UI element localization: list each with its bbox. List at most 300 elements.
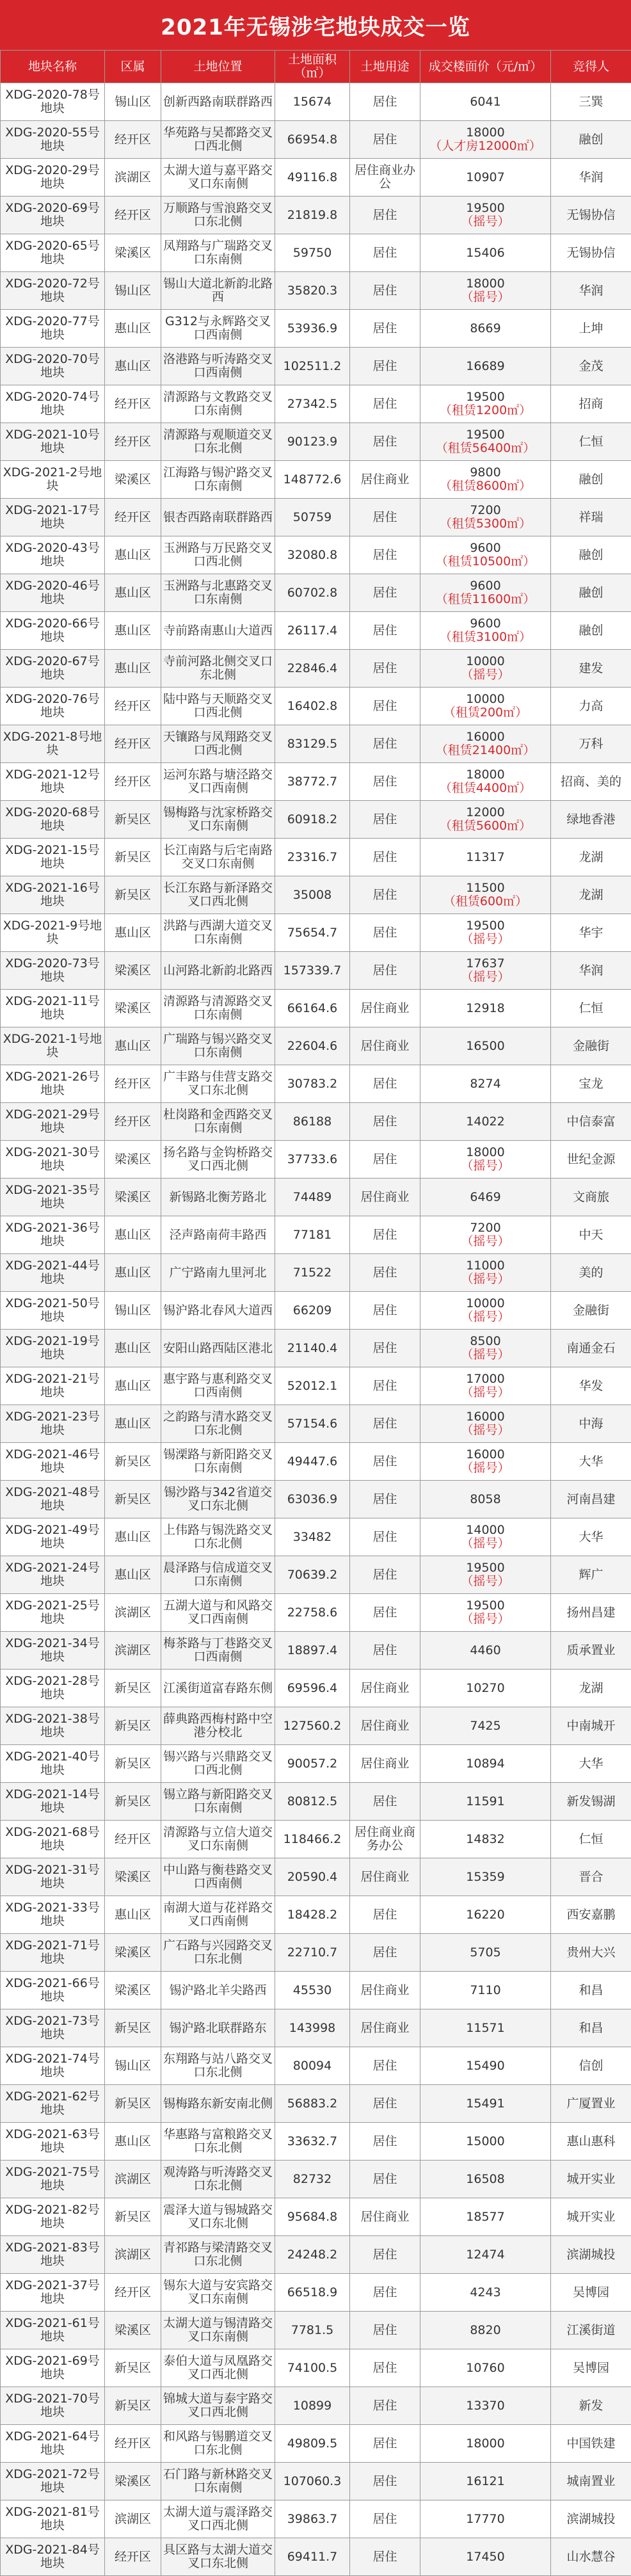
cell-winner: 龙湖 <box>551 1670 631 1707</box>
price-note: （摇号） <box>422 970 548 984</box>
cell-use: 居住 <box>350 2123 420 2161</box>
cell-parcel-name: XDG-2020-69号地块 <box>1 197 105 234</box>
cell-district: 经开区 <box>105 1103 161 1141</box>
cell-winner: 无锡协信 <box>551 234 631 272</box>
price-value: 13370 <box>422 2399 548 2413</box>
price-value: 10270 <box>422 1682 548 1695</box>
cell-price <box>420 2123 551 2161</box>
price-note: （租赁56400㎡） <box>422 442 548 455</box>
price-note: （摇号） <box>422 1235 548 1248</box>
cell-parcel-name: XDG-2020-43号地块 <box>1 536 105 574</box>
price-value: 19500 <box>422 202 548 215</box>
land-transactions-table <box>0 50 631 2576</box>
cell-parcel-name: XDG-2021-75号地块 <box>1 2161 105 2198</box>
cell-district: 新吴区 <box>105 801 161 839</box>
cell-parcel-name: XDG-2021-72号地块 <box>1 2463 105 2500</box>
price-value: 4243 <box>422 2286 548 2299</box>
cell-location: 惠宇路与惠利路交叉口西南侧 <box>161 1367 275 1405</box>
cell-winner: 城南置业 <box>551 2463 631 2500</box>
table-row <box>1 83 631 121</box>
cell-use: 居住 <box>350 2085 420 2123</box>
price-value: 12918 <box>422 1002 548 1015</box>
cell-parcel-name: XDG-2021-44号地块 <box>1 1254 105 1292</box>
cell-price <box>420 1103 551 1141</box>
cell-parcel-name: XDG-2021-62号地块 <box>1 2085 105 2123</box>
cell-area: 53936.9 <box>275 310 350 348</box>
price-value: 16508 <box>422 2173 548 2186</box>
cell-area: 37733.6 <box>275 1141 350 1179</box>
cell-area: 69596.4 <box>275 1670 350 1707</box>
cell-price <box>420 1292 551 1330</box>
table-row <box>1 310 631 348</box>
price-value: 18577 <box>422 2210 548 2224</box>
cell-area: 32080.8 <box>275 536 350 574</box>
table-row <box>1 2009 631 2047</box>
cell-use: 居住商业 <box>350 1858 420 1896</box>
cell-district: 惠山区 <box>105 1405 161 1443</box>
cell-winner: 仁恒 <box>551 1821 631 1858</box>
cell-winner: 文商旅 <box>551 1179 631 1216</box>
cell-parcel-name: XDG-2021-34号地块 <box>1 1632 105 1670</box>
cell-district: 经开区 <box>105 197 161 234</box>
price-value: 10000 <box>422 693 548 706</box>
cell-parcel-name: XDG-2021-68号地块 <box>1 1821 105 1858</box>
cell-district: 惠山区 <box>105 1216 161 1254</box>
price-value: 6469 <box>422 1191 548 1204</box>
cell-use: 居住 <box>350 952 420 990</box>
cell-winner: 融创 <box>551 461 631 499</box>
cell-parcel-name: XDG-2021-31号地块 <box>1 1858 105 1896</box>
cell-winner: 世纪金源 <box>551 1141 631 1179</box>
cell-winner: 华润 <box>551 159 631 197</box>
cell-district: 新吴区 <box>105 876 161 914</box>
price-value: 16220 <box>422 1908 548 1922</box>
cell-district: 梁溪区 <box>105 1141 161 1179</box>
cell-winner: 和昌 <box>551 2009 631 2047</box>
cell-price <box>420 839 551 876</box>
cell-winner: 大华 <box>551 1518 631 1556</box>
cell-parcel-name: XDG-2021-16号地块 <box>1 876 105 914</box>
cell-district: 经开区 <box>105 1065 161 1103</box>
price-value: 12000 <box>422 806 548 819</box>
price-value: 15490 <box>422 2059 548 2073</box>
cell-use: 居住 <box>350 574 420 612</box>
cell-winner: 万科 <box>551 725 631 763</box>
table-row <box>1 1367 631 1405</box>
price-note: （租赁10500㎡） <box>422 555 548 568</box>
table-row <box>1 688 631 725</box>
cell-location: 泰伯大道与凤凰路交叉口西北侧 <box>161 2349 275 2387</box>
cell-price <box>420 763 551 801</box>
cell-area: 70639.2 <box>275 1556 350 1594</box>
cell-use: 居住 <box>350 1594 420 1632</box>
cell-location: 广石路与兴园路交叉口东北侧 <box>161 1934 275 1972</box>
table-row <box>1 1141 631 1179</box>
price-value: 18000 <box>422 126 548 140</box>
cell-winner: 仁恒 <box>551 990 631 1027</box>
cell-price <box>420 1896 551 1934</box>
cell-area: 75654.7 <box>275 914 350 952</box>
price-value: 8274 <box>422 1077 548 1091</box>
cell-location: 东翔路与站八路交叉口东北侧 <box>161 2047 275 2085</box>
table-row <box>1 1405 631 1443</box>
cell-area: 50759 <box>275 499 350 536</box>
cell-use: 居住 <box>350 423 420 461</box>
cell-district: 滨湖区 <box>105 2236 161 2274</box>
price-value: 7200 <box>422 504 548 517</box>
price-value: 15000 <box>422 2135 548 2148</box>
cell-area: 80812.5 <box>275 1783 350 1821</box>
table-row <box>1 1518 631 1556</box>
cell-district: 经开区 <box>105 725 161 763</box>
cell-location: 长江东路与新泽路交叉口西北侧 <box>161 876 275 914</box>
cell-area: 77181 <box>275 1216 350 1254</box>
table-row <box>1 2123 631 2161</box>
price-value: 14000 <box>422 1524 548 1537</box>
table-row <box>1 2085 631 2123</box>
cell-winner: 城开实业 <box>551 2161 631 2198</box>
price-note: （租赁11600㎡） <box>422 593 548 606</box>
price-value: 16121 <box>422 2475 548 2488</box>
table-body <box>1 83 631 2576</box>
table-row <box>1 612 631 650</box>
cell-district: 新吴区 <box>105 1443 161 1481</box>
cell-district: 梁溪区 <box>105 1972 161 2009</box>
price-value: 17450 <box>422 2550 548 2564</box>
cell-area: 24248.2 <box>275 2236 350 2274</box>
cell-location: 具区路与太湖大道交叉口东北侧 <box>161 2538 275 2576</box>
price-value: 9600 <box>422 542 548 555</box>
cell-area: 56883.2 <box>275 2085 350 2123</box>
cell-price <box>420 1858 551 1896</box>
price-note: （摇号） <box>422 668 548 682</box>
cell-use: 居住 <box>350 2236 420 2274</box>
cell-area: 45530 <box>275 1972 350 2009</box>
cell-parcel-name: XDG-2020-76号地块 <box>1 688 105 725</box>
table-row <box>1 2500 631 2538</box>
cell-location: 杜岗路和金西路交叉口东南侧 <box>161 1103 275 1141</box>
header-price: 成交楼面价（元/㎡） <box>420 51 551 83</box>
price-value: 16500 <box>422 1040 548 1053</box>
cell-location: 扬名路与金钩桥路交叉口西北侧 <box>161 1141 275 1179</box>
cell-price <box>420 2538 551 2576</box>
cell-price <box>420 1707 551 1745</box>
table-row <box>1 1934 631 1972</box>
cell-winner: 城开实业 <box>551 2198 631 2236</box>
cell-price <box>420 121 551 159</box>
cell-district: 惠山区 <box>105 1254 161 1292</box>
cell-use: 居住商业 <box>350 461 420 499</box>
cell-use: 居住 <box>350 121 420 159</box>
cell-price <box>420 197 551 234</box>
cell-district: 经开区 <box>105 688 161 725</box>
cell-location: 锡梅路与沈家桥路交叉口东南侧 <box>161 801 275 839</box>
cell-area: 74100.5 <box>275 2349 350 2387</box>
price-value: 18000 <box>422 2437 548 2451</box>
cell-parcel-name: XDG-2021-50号地块 <box>1 1292 105 1330</box>
cell-area: 30783.2 <box>275 1065 350 1103</box>
cell-winner: 江溪街道 <box>551 2312 631 2349</box>
cell-price <box>420 2009 551 2047</box>
cell-price <box>420 1141 551 1179</box>
cell-district: 梁溪区 <box>105 990 161 1027</box>
cell-district: 新吴区 <box>105 1670 161 1707</box>
price-note: （摇号） <box>422 1273 548 1286</box>
cell-district: 梁溪区 <box>105 2312 161 2349</box>
cell-use: 居住 <box>350 801 420 839</box>
cell-location: 广丰路与佳营支路交叉口东北侧 <box>161 1065 275 1103</box>
cell-district: 滨湖区 <box>105 1632 161 1670</box>
table-row <box>1 1179 631 1216</box>
cell-price <box>420 2047 551 2085</box>
cell-parcel-name: XDG-2021-26号地块 <box>1 1065 105 1103</box>
cell-district: 新吴区 <box>105 1783 161 1821</box>
cell-price <box>420 1216 551 1254</box>
table-row <box>1 2538 631 2576</box>
cell-area: 49809.5 <box>275 2425 350 2463</box>
cell-location: 锡立路与新阳路交叉口东南侧 <box>161 1783 275 1821</box>
price-value: 11500 <box>422 881 548 895</box>
cell-location: 泾声路南荷丰路西 <box>161 1216 275 1254</box>
price-note: （摇号） <box>422 1159 548 1173</box>
cell-district: 惠山区 <box>105 574 161 612</box>
cell-district: 经开区 <box>105 2425 161 2463</box>
cell-use: 居住商业 <box>350 1745 420 1783</box>
cell-winner: 中信泰富 <box>551 1103 631 1141</box>
table-row <box>1 1972 631 2009</box>
table-row <box>1 1481 631 1518</box>
cell-location: 清源路与文教路交叉口东南侧 <box>161 385 275 423</box>
cell-price <box>420 650 551 688</box>
cell-location: 清源路与观顺道交叉口东北侧 <box>161 423 275 461</box>
price-note: （租赁1200㎡） <box>422 404 548 417</box>
cell-area: 66209 <box>275 1292 350 1330</box>
cell-price <box>420 1745 551 1783</box>
cell-location: 梅茶路与丁巷路交叉口西南侧 <box>161 1632 275 1670</box>
cell-location: 观涛路与听涛路交叉口东北侧 <box>161 2161 275 2198</box>
cell-area: 22604.6 <box>275 1027 350 1065</box>
cell-district: 新吴区 <box>105 1481 161 1518</box>
cell-winner: 滨湖城投 <box>551 2236 631 2274</box>
cell-area: 80094 <box>275 2047 350 2085</box>
cell-winner: 三巽 <box>551 83 631 121</box>
cell-location: 凤翔路与广瑞路交叉口东南侧 <box>161 234 275 272</box>
cell-use: 居住 <box>350 1896 420 1934</box>
cell-price <box>420 1518 551 1556</box>
price-value: 10000 <box>422 1297 548 1310</box>
cell-winner: 金茂 <box>551 348 631 385</box>
price-value: 10907 <box>422 171 548 184</box>
cell-price <box>420 2387 551 2425</box>
cell-use: 居住 <box>350 2387 420 2425</box>
cell-location: 锡溧路与新阳路交叉口东南侧 <box>161 1443 275 1481</box>
cell-location: 和风路与锡鹏道交叉口东北侧 <box>161 2425 275 2463</box>
cell-winner: 华润 <box>551 272 631 310</box>
cell-parcel-name: XDG-2021-9号地块 <box>1 914 105 952</box>
cell-location: 五湖大道与和风路交叉口西南侧 <box>161 1594 275 1632</box>
table-row <box>1 1254 631 1292</box>
cell-price <box>420 2425 551 2463</box>
table-row <box>1 1896 631 1934</box>
cell-district: 惠山区 <box>105 1556 161 1594</box>
cell-price <box>420 1367 551 1405</box>
price-note: （摇号） <box>422 1386 548 1399</box>
table-row <box>1 725 631 763</box>
cell-district: 惠山区 <box>105 2123 161 2161</box>
cell-district: 经开区 <box>105 763 161 801</box>
cell-area: 7781.5 <box>275 2312 350 2349</box>
cell-area: 60702.8 <box>275 574 350 612</box>
cell-price <box>420 159 551 197</box>
cell-location: 中山路与衡巷路交叉口西南侧 <box>161 1858 275 1896</box>
cell-price <box>420 2312 551 2349</box>
cell-area: 148772.6 <box>275 461 350 499</box>
cell-district: 惠山区 <box>105 1367 161 1405</box>
cell-area: 49116.8 <box>275 159 350 197</box>
table-row <box>1 1292 631 1330</box>
price-note: （摇号） <box>422 215 548 229</box>
cell-district: 经开区 <box>105 2538 161 2576</box>
cell-location: 陆中路与天顺路交叉口西北侧 <box>161 688 275 725</box>
table-row <box>1 1632 631 1670</box>
cell-parcel-name: XDG-2020-67号地块 <box>1 650 105 688</box>
cell-use: 居住 <box>350 1934 420 1972</box>
cell-parcel-name: XDG-2021-40号地块 <box>1 1745 105 1783</box>
cell-location: 太湖大道与锡清路交叉口东南侧 <box>161 2312 275 2349</box>
cell-use: 居住 <box>350 1405 420 1443</box>
cell-area: 118466.2 <box>275 1821 350 1858</box>
cell-price <box>420 1443 551 1481</box>
cell-use: 居住 <box>350 2274 420 2312</box>
price-value: 16000 <box>422 730 548 744</box>
cell-use: 居住 <box>350 234 420 272</box>
table-row <box>1 876 631 914</box>
cell-area: 59750 <box>275 234 350 272</box>
cell-area: 26117.4 <box>275 612 350 650</box>
cell-winner: 美的 <box>551 1254 631 1292</box>
cell-area: 23316.7 <box>275 839 350 876</box>
cell-location: 寺前河路北侧交叉口东北侧 <box>161 650 275 688</box>
cell-district: 经开区 <box>105 121 161 159</box>
cell-district: 新吴区 <box>105 1707 161 1745</box>
cell-price <box>420 2161 551 2198</box>
cell-price <box>420 348 551 385</box>
table-row <box>1 952 631 990</box>
cell-parcel-name: XDG-2021-73号地块 <box>1 2009 105 2047</box>
cell-area: 95684.8 <box>275 2198 350 2236</box>
cell-use: 居住 <box>350 1254 420 1292</box>
cell-district: 惠山区 <box>105 348 161 385</box>
cell-district: 新吴区 <box>105 839 161 876</box>
cell-location: 太湖大道与震泽路交叉口西北侧 <box>161 2500 275 2538</box>
table-row <box>1 1103 631 1141</box>
cell-district: 惠山区 <box>105 1027 161 1065</box>
table-row <box>1 990 631 1027</box>
cell-use: 居住 <box>350 2425 420 2463</box>
cell-location: 青祁路与梁清路交叉口东北侧 <box>161 2236 275 2274</box>
cell-price <box>420 1934 551 1972</box>
table-row <box>1 839 631 876</box>
price-value: 17770 <box>422 2513 548 2526</box>
cell-area: 16402.8 <box>275 688 350 725</box>
cell-district: 惠山区 <box>105 650 161 688</box>
price-value: 18000 <box>422 768 548 782</box>
cell-area: 127560.2 <box>275 1707 350 1745</box>
cell-parcel-name: XDG-2021-17号地块 <box>1 499 105 536</box>
cell-parcel-name: XDG-2020-77号地块 <box>1 310 105 348</box>
cell-district: 经开区 <box>105 499 161 536</box>
cell-location: G312与永辉路交叉口西南侧 <box>161 310 275 348</box>
price-value: 11000 <box>422 1259 548 1273</box>
cell-parcel-name: XDG-2021-1号地块 <box>1 1027 105 1065</box>
cell-parcel-name: XDG-2021-24号地块 <box>1 1556 105 1594</box>
cell-winner: 融创 <box>551 536 631 574</box>
cell-location: 玉洲路与万民路交叉口西北侧 <box>161 536 275 574</box>
cell-winner: 无锡协信 <box>551 197 631 234</box>
cell-location: 创新西路南联群路西 <box>161 83 275 121</box>
cell-use: 居住 <box>350 348 420 385</box>
cell-area: 60918.2 <box>275 801 350 839</box>
table-row <box>1 574 631 612</box>
cell-location: 震泽大道与锡城路交叉口东北侧 <box>161 2198 275 2236</box>
price-value: 16689 <box>422 360 548 373</box>
cell-district: 锡山区 <box>105 272 161 310</box>
cell-price <box>420 801 551 839</box>
table-row <box>1 1594 631 1632</box>
cell-district: 新吴区 <box>105 2349 161 2387</box>
cell-winner: 绿地香港 <box>551 801 631 839</box>
cell-winner: 吴博园 <box>551 2349 631 2387</box>
table-row <box>1 1065 631 1103</box>
cell-use: 居住 <box>350 2500 420 2538</box>
cell-price <box>420 1632 551 1670</box>
price-note: （摇号） <box>422 1348 548 1362</box>
cell-use: 居住 <box>350 1518 420 1556</box>
cell-use: 居住 <box>350 688 420 725</box>
cell-price <box>420 499 551 536</box>
cell-use: 居住 <box>350 1292 420 1330</box>
cell-use: 居住 <box>350 839 420 876</box>
cell-use: 居住 <box>350 1783 420 1821</box>
table-row <box>1 1443 631 1481</box>
cell-location: 华惠路与富粮路交叉口东北侧 <box>161 2123 275 2161</box>
cell-use: 居住 <box>350 310 420 348</box>
cell-parcel-name: XDG-2021-74号地块 <box>1 2047 105 2085</box>
cell-use: 居住 <box>350 1216 420 1254</box>
table-row <box>1 499 631 536</box>
cell-winner: 滨湖城投 <box>551 2500 631 2538</box>
cell-parcel-name: XDG-2021-37号地块 <box>1 2274 105 2312</box>
cell-parcel-name: XDG-2021-36号地块 <box>1 1216 105 1254</box>
table-row <box>1 1707 631 1745</box>
cell-parcel-name: XDG-2020-78号地块 <box>1 83 105 121</box>
price-value: 5705 <box>422 1946 548 1960</box>
cell-parcel-name: XDG-2021-66号地块 <box>1 1972 105 2009</box>
cell-winner: 招商 <box>551 385 631 423</box>
cell-parcel-name: XDG-2021-23号地块 <box>1 1405 105 1443</box>
header-location: 土地位置 <box>161 51 275 83</box>
header-winner: 竞得人 <box>551 51 631 83</box>
price-note: （摇号） <box>422 1461 548 1475</box>
cell-area: 18897.4 <box>275 1632 350 1670</box>
cell-winner: 中国铁建 <box>551 2425 631 2463</box>
price-note: （租赁600㎡） <box>422 895 548 908</box>
cell-area: 90123.9 <box>275 423 350 461</box>
cell-area: 22758.6 <box>275 1594 350 1632</box>
cell-parcel-name: XDG-2021-69号地块 <box>1 2349 105 2387</box>
cell-winner: 融创 <box>551 612 631 650</box>
cell-price <box>420 2349 551 2387</box>
